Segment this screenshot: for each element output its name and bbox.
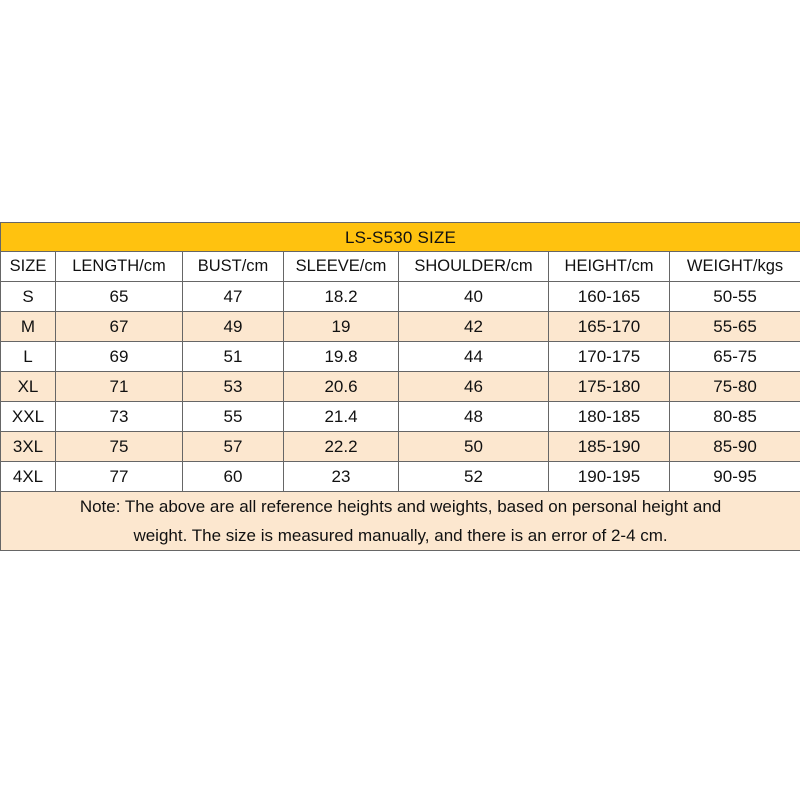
header-length: LENGTH/cm bbox=[56, 252, 183, 282]
table-header-row bbox=[1, 252, 800, 282]
cell-bust: 60 bbox=[183, 462, 284, 492]
cell-weight: 85-90 bbox=[670, 432, 800, 462]
cell-bust: 53 bbox=[183, 372, 284, 402]
cell-shoulder: 40 bbox=[399, 282, 549, 312]
header-height: HEIGHT/cm bbox=[549, 252, 670, 282]
cell-shoulder: 50 bbox=[399, 432, 549, 462]
cell-size: S bbox=[1, 282, 56, 312]
table-row bbox=[1, 402, 800, 432]
cell-height: 175-180 bbox=[549, 372, 670, 402]
cell-shoulder: 46 bbox=[399, 372, 549, 402]
cell-bust: 49 bbox=[183, 312, 284, 342]
cell-bust: 55 bbox=[183, 402, 284, 432]
header-size: SIZE bbox=[1, 252, 56, 282]
cell-sleeve: 22.2 bbox=[284, 432, 399, 462]
note-line-1: Note: The above are all reference heights and weights, based on personal height and bbox=[79, 497, 722, 516]
cell-sleeve: 21.4 bbox=[284, 402, 399, 432]
cell-height: 185-190 bbox=[549, 432, 670, 462]
cell-size: XXL bbox=[1, 402, 56, 432]
note-line-2: weight. The size is measured manually, and there is an error of 2-4 cm. bbox=[133, 526, 668, 545]
cell-shoulder: 42 bbox=[399, 312, 549, 342]
table-title bbox=[1, 223, 800, 252]
cell-height: 165-170 bbox=[549, 312, 670, 342]
cell-size: M bbox=[1, 312, 56, 342]
table-row bbox=[1, 342, 800, 372]
cell-weight: 50-55 bbox=[670, 282, 800, 312]
cell-weight: 55-65 bbox=[670, 312, 800, 342]
cell-sleeve: 19.8 bbox=[284, 342, 399, 372]
cell-length: 77 bbox=[56, 462, 183, 492]
cell-weight: 90-95 bbox=[670, 462, 800, 492]
size-chart-table bbox=[0, 222, 800, 551]
cell-weight: 75-80 bbox=[670, 372, 800, 402]
cell-size: 3XL bbox=[1, 432, 56, 462]
cell-shoulder: 44 bbox=[399, 342, 549, 372]
cell-weight: 65-75 bbox=[670, 342, 800, 372]
cell-sleeve: 23 bbox=[284, 462, 399, 492]
table-row bbox=[1, 372, 800, 402]
cell-size: XL bbox=[1, 372, 56, 402]
cell-height: 190-195 bbox=[549, 462, 670, 492]
cell-length: 73 bbox=[56, 402, 183, 432]
cell-height: 160-165 bbox=[549, 282, 670, 312]
cell-length: 71 bbox=[56, 372, 183, 402]
cell-length: 69 bbox=[56, 342, 183, 372]
cell-size: L bbox=[1, 342, 56, 372]
table-note bbox=[1, 492, 800, 551]
cell-height: 180-185 bbox=[549, 402, 670, 432]
table-row bbox=[1, 282, 800, 312]
cell-length: 65 bbox=[56, 282, 183, 312]
table-title-text: LS-S530 SIZE bbox=[345, 227, 457, 247]
cell-bust: 57 bbox=[183, 432, 284, 462]
cell-sleeve: 20.6 bbox=[284, 372, 399, 402]
table-note-row bbox=[1, 492, 800, 551]
cell-shoulder: 52 bbox=[399, 462, 549, 492]
cell-bust: 47 bbox=[183, 282, 284, 312]
cell-height: 170-175 bbox=[549, 342, 670, 372]
header-weight: WEIGHT/kgs bbox=[670, 252, 800, 282]
cell-length: 75 bbox=[56, 432, 183, 462]
cell-bust: 51 bbox=[183, 342, 284, 372]
table-row bbox=[1, 432, 800, 462]
cell-sleeve: 19 bbox=[284, 312, 399, 342]
cell-length: 67 bbox=[56, 312, 183, 342]
table-row bbox=[1, 462, 800, 492]
header-sleeve: SLEEVE/cm bbox=[284, 252, 399, 282]
cell-weight: 80-85 bbox=[670, 402, 800, 432]
header-shoulder: SHOULDER/cm bbox=[399, 252, 549, 282]
cell-size: 4XL bbox=[1, 462, 56, 492]
cell-sleeve: 18.2 bbox=[284, 282, 399, 312]
table-title-row bbox=[1, 223, 800, 252]
cell-shoulder: 48 bbox=[399, 402, 549, 432]
table-row bbox=[1, 312, 800, 342]
header-bust: BUST/cm bbox=[183, 252, 284, 282]
